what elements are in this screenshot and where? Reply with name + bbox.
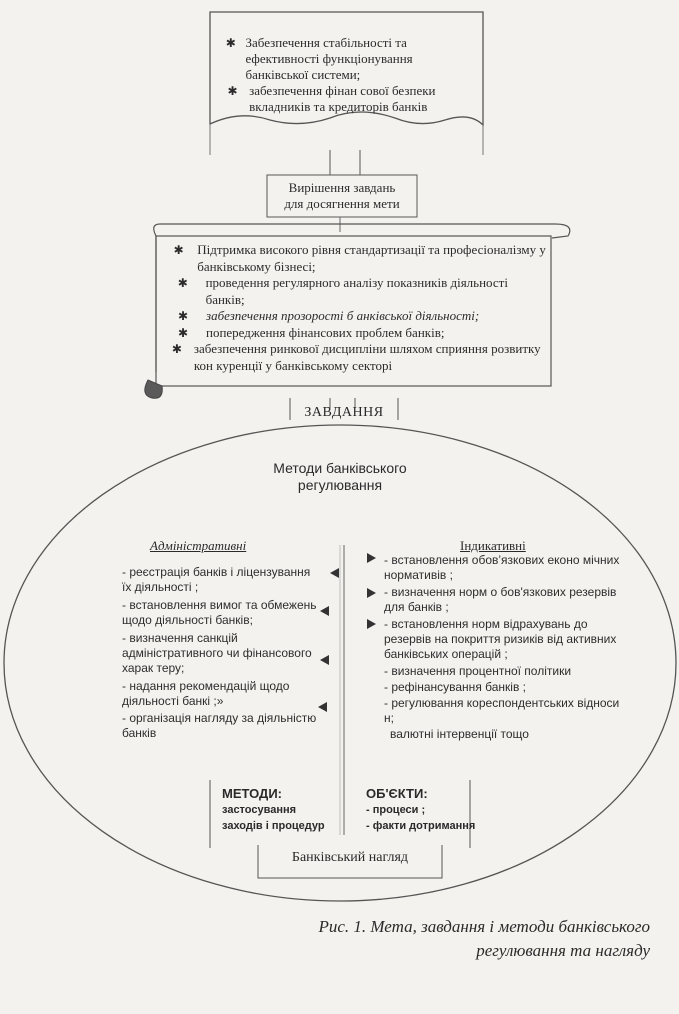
- methods-title-line-1: Методи банківського: [273, 460, 407, 476]
- arrow-left-icon: [320, 655, 329, 665]
- caption-line-1: Рис. 1. Мета, завдання і методи банківського: [318, 917, 650, 936]
- supervision-objects-title: ОБ'ЄКТИ:: [366, 786, 428, 801]
- admin-heading: Адміністративні: [150, 538, 247, 553]
- admin-item: - встановлення вимог та обмежень щодо діяльності банків;: [122, 598, 317, 627]
- arrow-left-icon: [330, 568, 339, 578]
- task-item: Підтримка високого рівня стандартизації та професіоналізму у банківському бізнесі;: [197, 242, 546, 274]
- indicative-item: - визначення процентної політики: [384, 664, 572, 678]
- caption-line-2: регулювання та нагляду: [476, 941, 650, 960]
- figure-caption: [180, 915, 650, 963]
- tasks-label: ЗАВДАННЯ: [304, 405, 384, 420]
- arrow-left-icon: [318, 702, 327, 712]
- indicative-item: - визначення норм о бов'язкових резервів для банків ;: [384, 585, 617, 614]
- task-item: забезпечення ринкової дисципліни шляхом сприяння розвитку кон куренції у банківському секторі: [193, 341, 541, 373]
- arrow-right-icon: [367, 588, 376, 598]
- solve-line-1: Вирішення завдань: [288, 180, 396, 195]
- indicative-item: валютні інтервенції тощо: [390, 727, 529, 741]
- indicative-item: - встановлення норм відрахувань до резервів на покриття ризиків від активних банківських операцій ;: [384, 617, 617, 661]
- asterisk-icon: ✱: [177, 309, 189, 323]
- supervision-methods-line: заходів і процедур: [222, 820, 325, 832]
- supervision-methods: [222, 786, 334, 834]
- methods-title: [240, 460, 440, 494]
- goal-text: [222, 35, 477, 115]
- supervision-objects: [366, 786, 478, 834]
- supervision-objects-line: - процеси ;: [366, 804, 426, 816]
- supervision-methods-title: МЕТОДИ:: [222, 786, 282, 801]
- indicative-heading: Індикативні: [460, 538, 526, 553]
- solve-box-text: [267, 180, 417, 212]
- admin-item: - реєстрація банків і ліцензування їх діяльності ;: [122, 565, 311, 594]
- goal-item: Забезпечення стабільності та ефективності функціонування банківської системи;: [245, 35, 413, 82]
- goal-item: забезпечення фінан сової безпеки вкладників та кредиторів банків: [249, 83, 436, 114]
- asterisk-icon: ✱: [171, 342, 182, 356]
- supervision-objects-line: - факти дотримання: [366, 820, 476, 832]
- supervision-label: Банківський нагляд: [291, 850, 409, 865]
- indicative-list: [384, 553, 624, 742]
- arrow-right-icon: [367, 619, 376, 629]
- admin-item: - надання рекомендацій щодо діяльності банкі ;»: [122, 679, 290, 708]
- arrow-right-icon: [367, 553, 376, 563]
- admin-item: - організація нагляду за діяльністю банків: [122, 711, 317, 740]
- arrow-left-icon: [320, 606, 329, 616]
- indicative-item: - встановлення обов’язкових еконо мічних нормативів ;: [384, 553, 620, 582]
- asterisk-icon: ✱: [173, 243, 184, 257]
- asterisk-icon: ✱: [177, 276, 188, 290]
- solve-line-2: для досягнення мети: [284, 196, 400, 211]
- indicative-item: - регулювання кореспондентських відноси н;: [384, 696, 620, 725]
- admin-list: [122, 565, 322, 741]
- task-item: забезпечення прозорості б анківської діяльності;: [206, 308, 480, 323]
- methods-title-line-2: регулювання: [297, 477, 383, 493]
- asterisk-icon: ✱: [225, 36, 236, 50]
- task-item: проведення регулярного аналізу показників діяльності банків;: [205, 275, 508, 307]
- asterisk-icon: ✱: [227, 84, 238, 98]
- supervision-methods-line: застосування: [222, 804, 297, 816]
- admin-item: - визначення санкцій адміністративного чи фінансового харак теру;: [122, 631, 312, 675]
- tasks-text: [166, 242, 546, 374]
- asterisk-icon: ✱: [177, 325, 189, 340]
- indicative-item: - рефінансування банків ;: [384, 680, 527, 694]
- task-item: попередження фінансових проблем банків;: [206, 324, 445, 340]
